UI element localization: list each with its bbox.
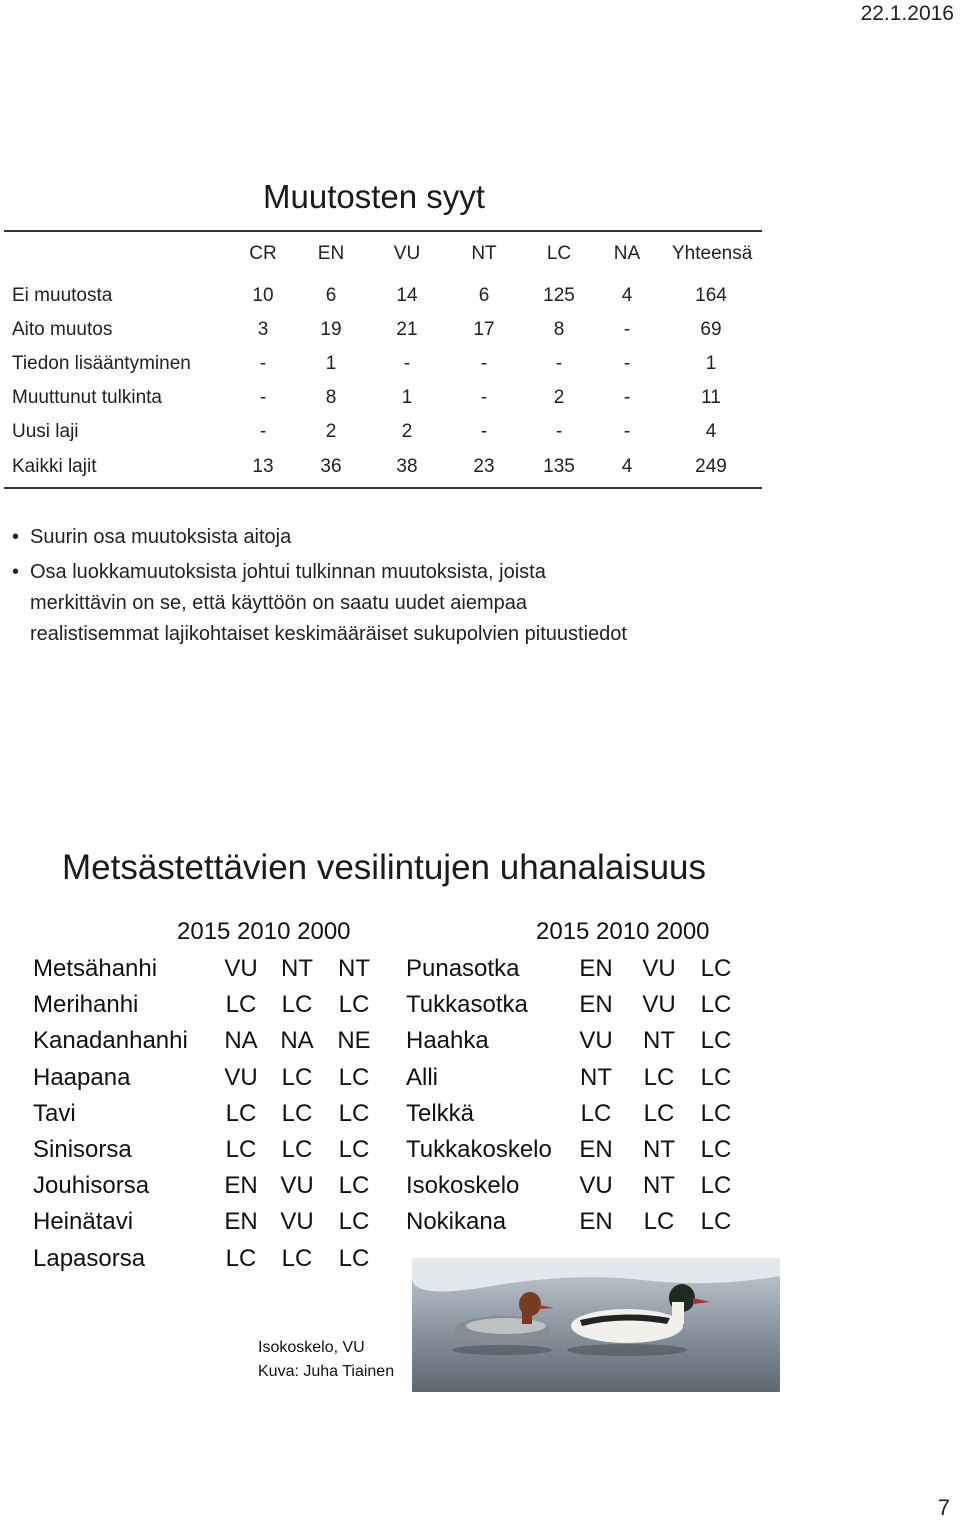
table-cell: 1 <box>401 387 413 408</box>
table-cell: 11 <box>701 387 721 408</box>
status-value: LC <box>700 955 732 982</box>
column-header: EN <box>317 243 345 264</box>
row-label: Aito muutos <box>12 319 113 340</box>
table-cell: 8 <box>553 319 565 340</box>
table-cell: - <box>480 353 488 374</box>
merganser-photo <box>412 1258 780 1392</box>
status-value: LC <box>580 1099 612 1127</box>
row-label: Ei muutosta <box>12 285 113 306</box>
table-cell: 21 <box>396 319 418 340</box>
table-cell: - <box>555 353 563 374</box>
table-cell: 164 <box>695 285 727 306</box>
table-cell: 2 <box>325 421 337 442</box>
table-cell: 36 <box>320 456 342 477</box>
status-value: NT <box>281 955 313 982</box>
status-value: EN <box>579 991 613 1019</box>
status-value: LC <box>281 1099 313 1127</box>
row-label: Muuttunut tulkinta <box>12 387 162 408</box>
bullet-item <box>12 557 627 650</box>
species-name: Metsähanhi <box>33 955 158 982</box>
species-name: Punasotka <box>406 955 520 982</box>
table-cell: - <box>480 387 488 408</box>
status-value: LC <box>700 1099 732 1127</box>
status-value: LC <box>700 1172 732 1200</box>
species-name: Telkkä <box>406 1099 475 1127</box>
table-cell: 8 <box>325 387 337 408</box>
status-value: LC <box>338 1063 370 1091</box>
column-header: NT <box>471 243 497 264</box>
table-cell: - <box>623 319 631 340</box>
status-value: NT <box>643 1136 675 1163</box>
table-cell: 13 <box>252 456 274 477</box>
status-value: NT <box>580 1063 612 1091</box>
status-value: VU <box>224 955 258 982</box>
table-cell: - <box>403 353 411 374</box>
table-bottom-rule <box>4 487 762 489</box>
row-label: Tiedon lisääntyminen <box>12 353 191 374</box>
column-header: VU <box>393 243 421 264</box>
table-cell: 1 <box>325 353 337 374</box>
species-name: Tukkasotka <box>406 991 528 1019</box>
status-value: EN <box>224 1172 258 1200</box>
table-cell: 69 <box>700 319 722 340</box>
table-cell: 10 <box>252 285 274 306</box>
table-cell: - <box>555 421 563 442</box>
table-cell: 4 <box>705 421 717 442</box>
status-value: LC <box>700 1027 732 1055</box>
table-cell: 135 <box>543 456 575 477</box>
bullet-icon: • <box>12 561 20 583</box>
status-value: LC <box>700 1063 732 1091</box>
species-name: Haahka <box>406 1027 489 1055</box>
status-value: LC <box>281 1136 313 1163</box>
status-value: VU <box>280 1172 314 1200</box>
table-cell: 4 <box>621 285 633 306</box>
species-name: Tavi <box>33 1099 76 1127</box>
status-value: NA <box>224 1027 258 1055</box>
status-value: LC <box>338 1208 370 1236</box>
table-cell: - <box>623 421 631 442</box>
status-value: NT <box>338 955 370 982</box>
section-title: Muutosten syyt <box>263 178 485 215</box>
species-name: Jouhisorsa <box>33 1172 150 1200</box>
status-value: LC <box>225 1244 257 1272</box>
bullet-item <box>12 522 291 553</box>
status-value: LC <box>338 1099 370 1127</box>
table-cell: 1 <box>705 353 717 374</box>
page-number: 7 <box>937 1495 950 1520</box>
table-cell: - <box>259 387 267 408</box>
table-cell: 2 <box>553 387 565 408</box>
table-top-rule <box>4 230 762 232</box>
status-value: VU <box>642 955 676 982</box>
status-value: LC <box>338 1244 370 1272</box>
status-value: LC <box>338 1136 370 1163</box>
status-value: VU <box>280 1208 314 1236</box>
status-value: EN <box>579 1208 613 1236</box>
column-header: NA <box>613 243 641 264</box>
column-header: CR <box>249 243 277 264</box>
row-label: Kaikki lajit <box>12 456 97 477</box>
row-label: Uusi laji <box>12 421 79 442</box>
table-cell: 14 <box>396 285 418 306</box>
status-value: LC <box>643 1208 675 1236</box>
bullet-icon: • <box>12 526 20 548</box>
status-value: LC <box>700 1136 732 1163</box>
table-cell: 23 <box>473 456 495 477</box>
status-value: NA <box>280 1027 314 1055</box>
status-value: EN <box>579 955 613 982</box>
bullet-line: realistisemmat lajikohtaiset keskimääräiset sukupolvien pituustiedot <box>30 623 627 645</box>
species-name: Tukkakoskelo <box>406 1136 552 1163</box>
table-cell: 249 <box>695 456 727 477</box>
status-value: LC <box>225 1136 257 1163</box>
status-value: VU <box>642 991 676 1019</box>
photo-caption-species: Isokoskelo, VU <box>258 1339 365 1356</box>
species-name: Lapasorsa <box>33 1244 146 1272</box>
table-cell: 38 <box>396 456 418 477</box>
species-name: Kanadanhanhi <box>33 1027 188 1055</box>
status-value: EN <box>224 1208 258 1236</box>
table-cell: - <box>480 421 488 442</box>
status-value: LC <box>700 991 732 1019</box>
status-value: NE <box>337 1027 371 1055</box>
column-header: Yhteensä <box>672 243 753 264</box>
bullet-line: Osa luokkamuutoksista johtui tulkinnan muutoksista, joista <box>30 561 546 583</box>
table-cell: 125 <box>543 285 575 306</box>
status-value: LC <box>281 1063 313 1091</box>
species-name: Alli <box>406 1063 439 1091</box>
table-cell: - <box>259 421 267 442</box>
year-header: 2015 2010 2000 <box>177 918 351 945</box>
table-cell: - <box>623 387 631 408</box>
table-cell: - <box>623 353 631 374</box>
column-header: LC <box>546 243 572 264</box>
species-name: Heinätavi <box>33 1208 134 1236</box>
status-value: LC <box>281 991 313 1019</box>
table-cell: 6 <box>325 285 337 306</box>
table-cell: - <box>259 353 267 374</box>
species-name: Nokikana <box>406 1208 507 1236</box>
species-name: Isokoskelo <box>406 1172 520 1200</box>
status-value: LC <box>643 1099 675 1127</box>
status-value: LC <box>225 991 257 1019</box>
status-value: LC <box>643 1063 675 1091</box>
status-value: LC <box>700 1208 732 1236</box>
table-cell: 4 <box>621 456 633 477</box>
table-cell: 2 <box>401 421 413 442</box>
status-value: LC <box>225 1099 257 1127</box>
bullet-text: Suurin osa muutoksista aitoja <box>30 526 292 548</box>
bullet-line: merkittävin on se, että käyttöön on saatu uudet aiempaa <box>30 592 527 614</box>
status-value: NT <box>643 1172 675 1200</box>
status-value: VU <box>579 1172 613 1200</box>
status-value: NT <box>643 1027 675 1055</box>
table-cell: 19 <box>320 319 342 340</box>
table-cell: 6 <box>478 285 490 306</box>
status-value: LC <box>338 991 370 1019</box>
status-value: LC <box>281 1244 313 1272</box>
section-title: Metsästettävien vesilintujen uhanalaisuus <box>62 848 706 887</box>
status-value: EN <box>579 1136 613 1163</box>
photo-caption-credit: Kuva: Juha Tiainen <box>258 1363 395 1380</box>
year-header: 2015 2010 2000 <box>536 918 710 945</box>
status-value: VU <box>224 1063 258 1091</box>
species-name: Merihanhi <box>33 991 139 1019</box>
bullet-text <box>30 557 627 650</box>
slide-date: 22.1.2016 <box>860 2 954 25</box>
species-name: Sinisorsa <box>33 1136 132 1163</box>
status-value: VU <box>579 1027 613 1055</box>
table-cell: 17 <box>473 319 495 340</box>
species-name: Haapana <box>33 1063 131 1091</box>
status-value: LC <box>338 1172 370 1200</box>
table-cell: 3 <box>257 319 269 340</box>
